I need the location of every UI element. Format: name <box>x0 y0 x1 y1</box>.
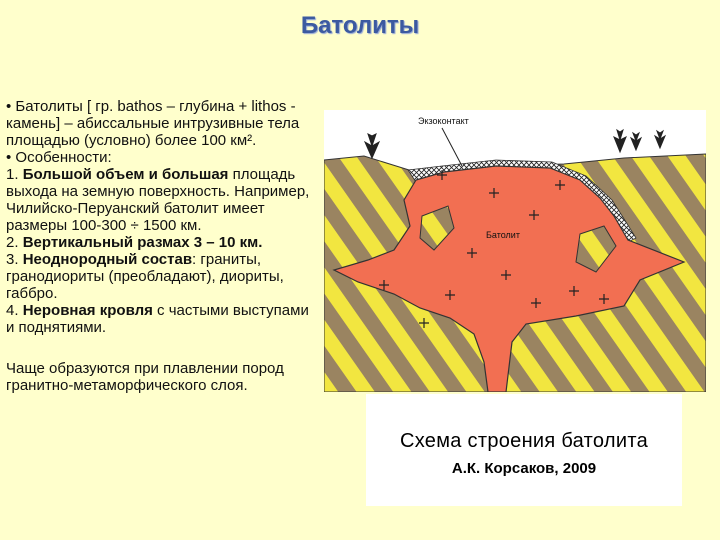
feature-3-bold: Неоднородный состав <box>22 251 193 268</box>
definition-paragraph: • Батолиты [ гр. bathos – глубина + lithos - камень] – абиссальные интрузивные тела площадью (условно) более 100 км². <box>6 98 300 149</box>
feature-1 <box>6 166 318 234</box>
feature-3-number: 3. <box>6 251 23 268</box>
feature-3 <box>6 251 318 302</box>
feature-1-rest: площадь выхода на земную поверхность. Например, Чилийско-Перуанский батолит имеет размеры 100-300 ÷ 1500 км. <box>6 166 310 234</box>
slide-title: Батолиты <box>300 12 420 39</box>
feature-1-bold: Большой объем и большая <box>22 166 229 183</box>
batholith-diagram <box>324 110 706 392</box>
origin-paragraph: Чаще образуются при плавлении пород гранитно-метаморфического слоя. <box>6 360 284 394</box>
diagram-caption-title: Схема строения батолита <box>399 430 648 452</box>
feature-4-bold: Неровная кровля <box>22 302 153 319</box>
exocontact-label: Экзоконтакт <box>418 116 469 126</box>
feature-4-number: 4. <box>6 302 23 319</box>
diagram-caption-box <box>366 394 682 506</box>
feature-2-bold: Вертикальный размах 3 – 10 км. <box>22 234 263 251</box>
feature-4-rest: с частыми выступами и поднятиями. <box>6 302 309 336</box>
diagram-caption-author: А.К. Корсаков, 2009 <box>451 460 597 477</box>
feature-3-rest: : граниты, гранодиориты (преобладают), диориты, габбро. <box>6 251 284 302</box>
description-text-block <box>6 98 318 394</box>
batholith-label: Батолит <box>486 230 520 240</box>
feature-4 <box>6 302 318 336</box>
feature-2 <box>6 234 318 251</box>
feature-1-number: 1. <box>6 166 23 183</box>
features-heading: • Особенности: <box>6 149 112 166</box>
feature-2-number: 2. <box>6 234 23 251</box>
